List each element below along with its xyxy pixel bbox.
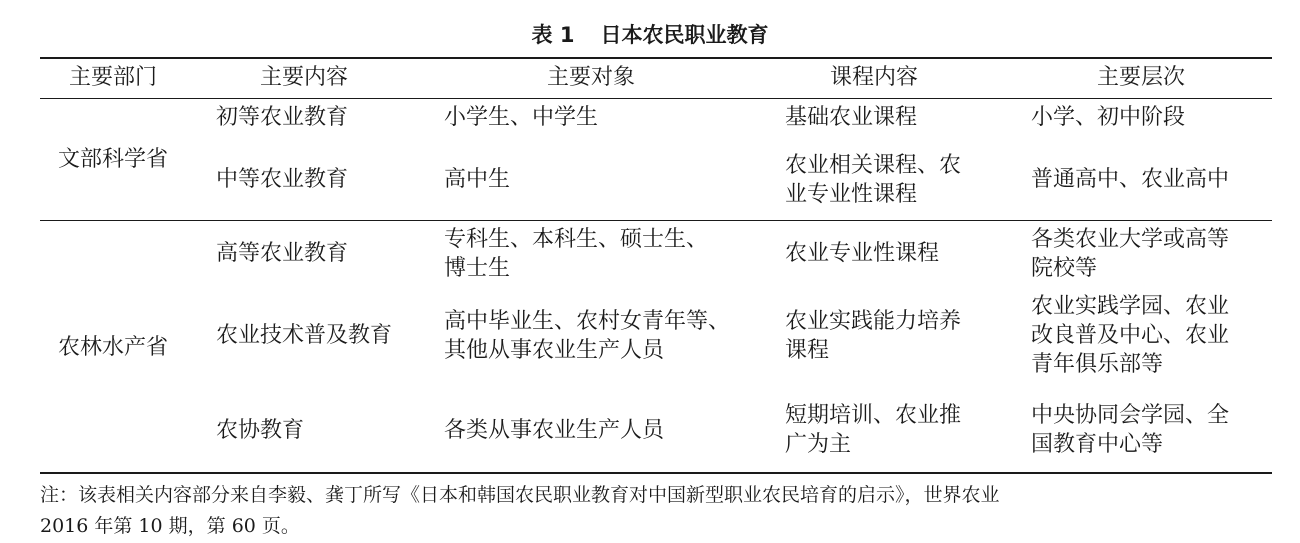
level-cell: 各类农业大学或高等 bbox=[1031, 227, 1230, 252]
content-cell: 农业技术普及教育 bbox=[216, 323, 393, 348]
course-cell: 广为主 bbox=[785, 432, 852, 457]
department-cell: 文部科学省 bbox=[58, 147, 169, 172]
header-rule bbox=[40, 98, 1272, 99]
course-cell: 短期培训、农业推 bbox=[785, 403, 962, 428]
table-caption bbox=[0, 20, 1300, 50]
level-cell: 青年俱乐部等 bbox=[1031, 352, 1164, 377]
content-cell: 中等农业教育 bbox=[216, 167, 349, 192]
level-cell: 改良普及中心、农业 bbox=[1031, 323, 1230, 348]
note-line: 2016 年第 10 期，第 60 页。 bbox=[40, 515, 300, 537]
group-rule bbox=[40, 220, 1272, 221]
header-level: 主要层次 bbox=[1097, 65, 1186, 90]
header-content: 主要内容 bbox=[260, 65, 349, 90]
level-cell: 农业实践学园、农业 bbox=[1031, 294, 1230, 319]
table-note bbox=[40, 480, 1280, 542]
header-target: 主要对象 bbox=[547, 65, 636, 90]
top-rule bbox=[40, 57, 1272, 59]
table-number: 表 1 bbox=[531, 23, 575, 47]
department-cell: 农林水产省 bbox=[58, 335, 169, 360]
target-cell: 各类从事农业生产人员 bbox=[444, 418, 665, 443]
level-cell: 小学、初中阶段 bbox=[1031, 105, 1186, 130]
course-cell: 课程 bbox=[785, 338, 830, 363]
level-cell: 中央协同会学园、全 bbox=[1031, 403, 1230, 428]
target-cell: 其他从事农业生产人员 bbox=[444, 338, 665, 363]
level-cell: 院校等 bbox=[1031, 256, 1098, 281]
content-cell: 农协教育 bbox=[216, 418, 305, 443]
bottom-rule bbox=[40, 472, 1272, 474]
header-department: 主要部门 bbox=[69, 65, 158, 90]
course-cell: 农业专业性课程 bbox=[785, 241, 940, 266]
level-cell: 国教育中心等 bbox=[1031, 432, 1164, 457]
target-cell: 高中生 bbox=[444, 167, 511, 192]
target-cell: 博士生 bbox=[444, 256, 511, 281]
header-course: 课程内容 bbox=[830, 65, 919, 90]
level-cell: 普通高中、农业高中 bbox=[1031, 167, 1230, 192]
target-cell: 专科生、本科生、硕士生、 bbox=[444, 227, 709, 252]
content-cell: 高等农业教育 bbox=[216, 241, 349, 266]
content-cell: 初等农业教育 bbox=[216, 105, 349, 130]
table-title: 日本农民职业教育 bbox=[600, 23, 769, 47]
note-line: 注：该表相关内容部分来自李毅、龚丁所写《日本和韩国农民职业教育对中国新型职业农民培育的启示》，世界农业 bbox=[40, 484, 1000, 506]
course-cell: 基础农业课程 bbox=[785, 105, 918, 130]
course-cell: 农业相关课程、农 bbox=[785, 153, 962, 178]
course-cell: 农业实践能力培养 bbox=[785, 309, 962, 334]
target-cell: 高中毕业生、农村女青年等、 bbox=[444, 309, 731, 334]
course-cell: 业专业性课程 bbox=[785, 182, 918, 207]
target-cell: 小学生、中学生 bbox=[444, 105, 599, 130]
